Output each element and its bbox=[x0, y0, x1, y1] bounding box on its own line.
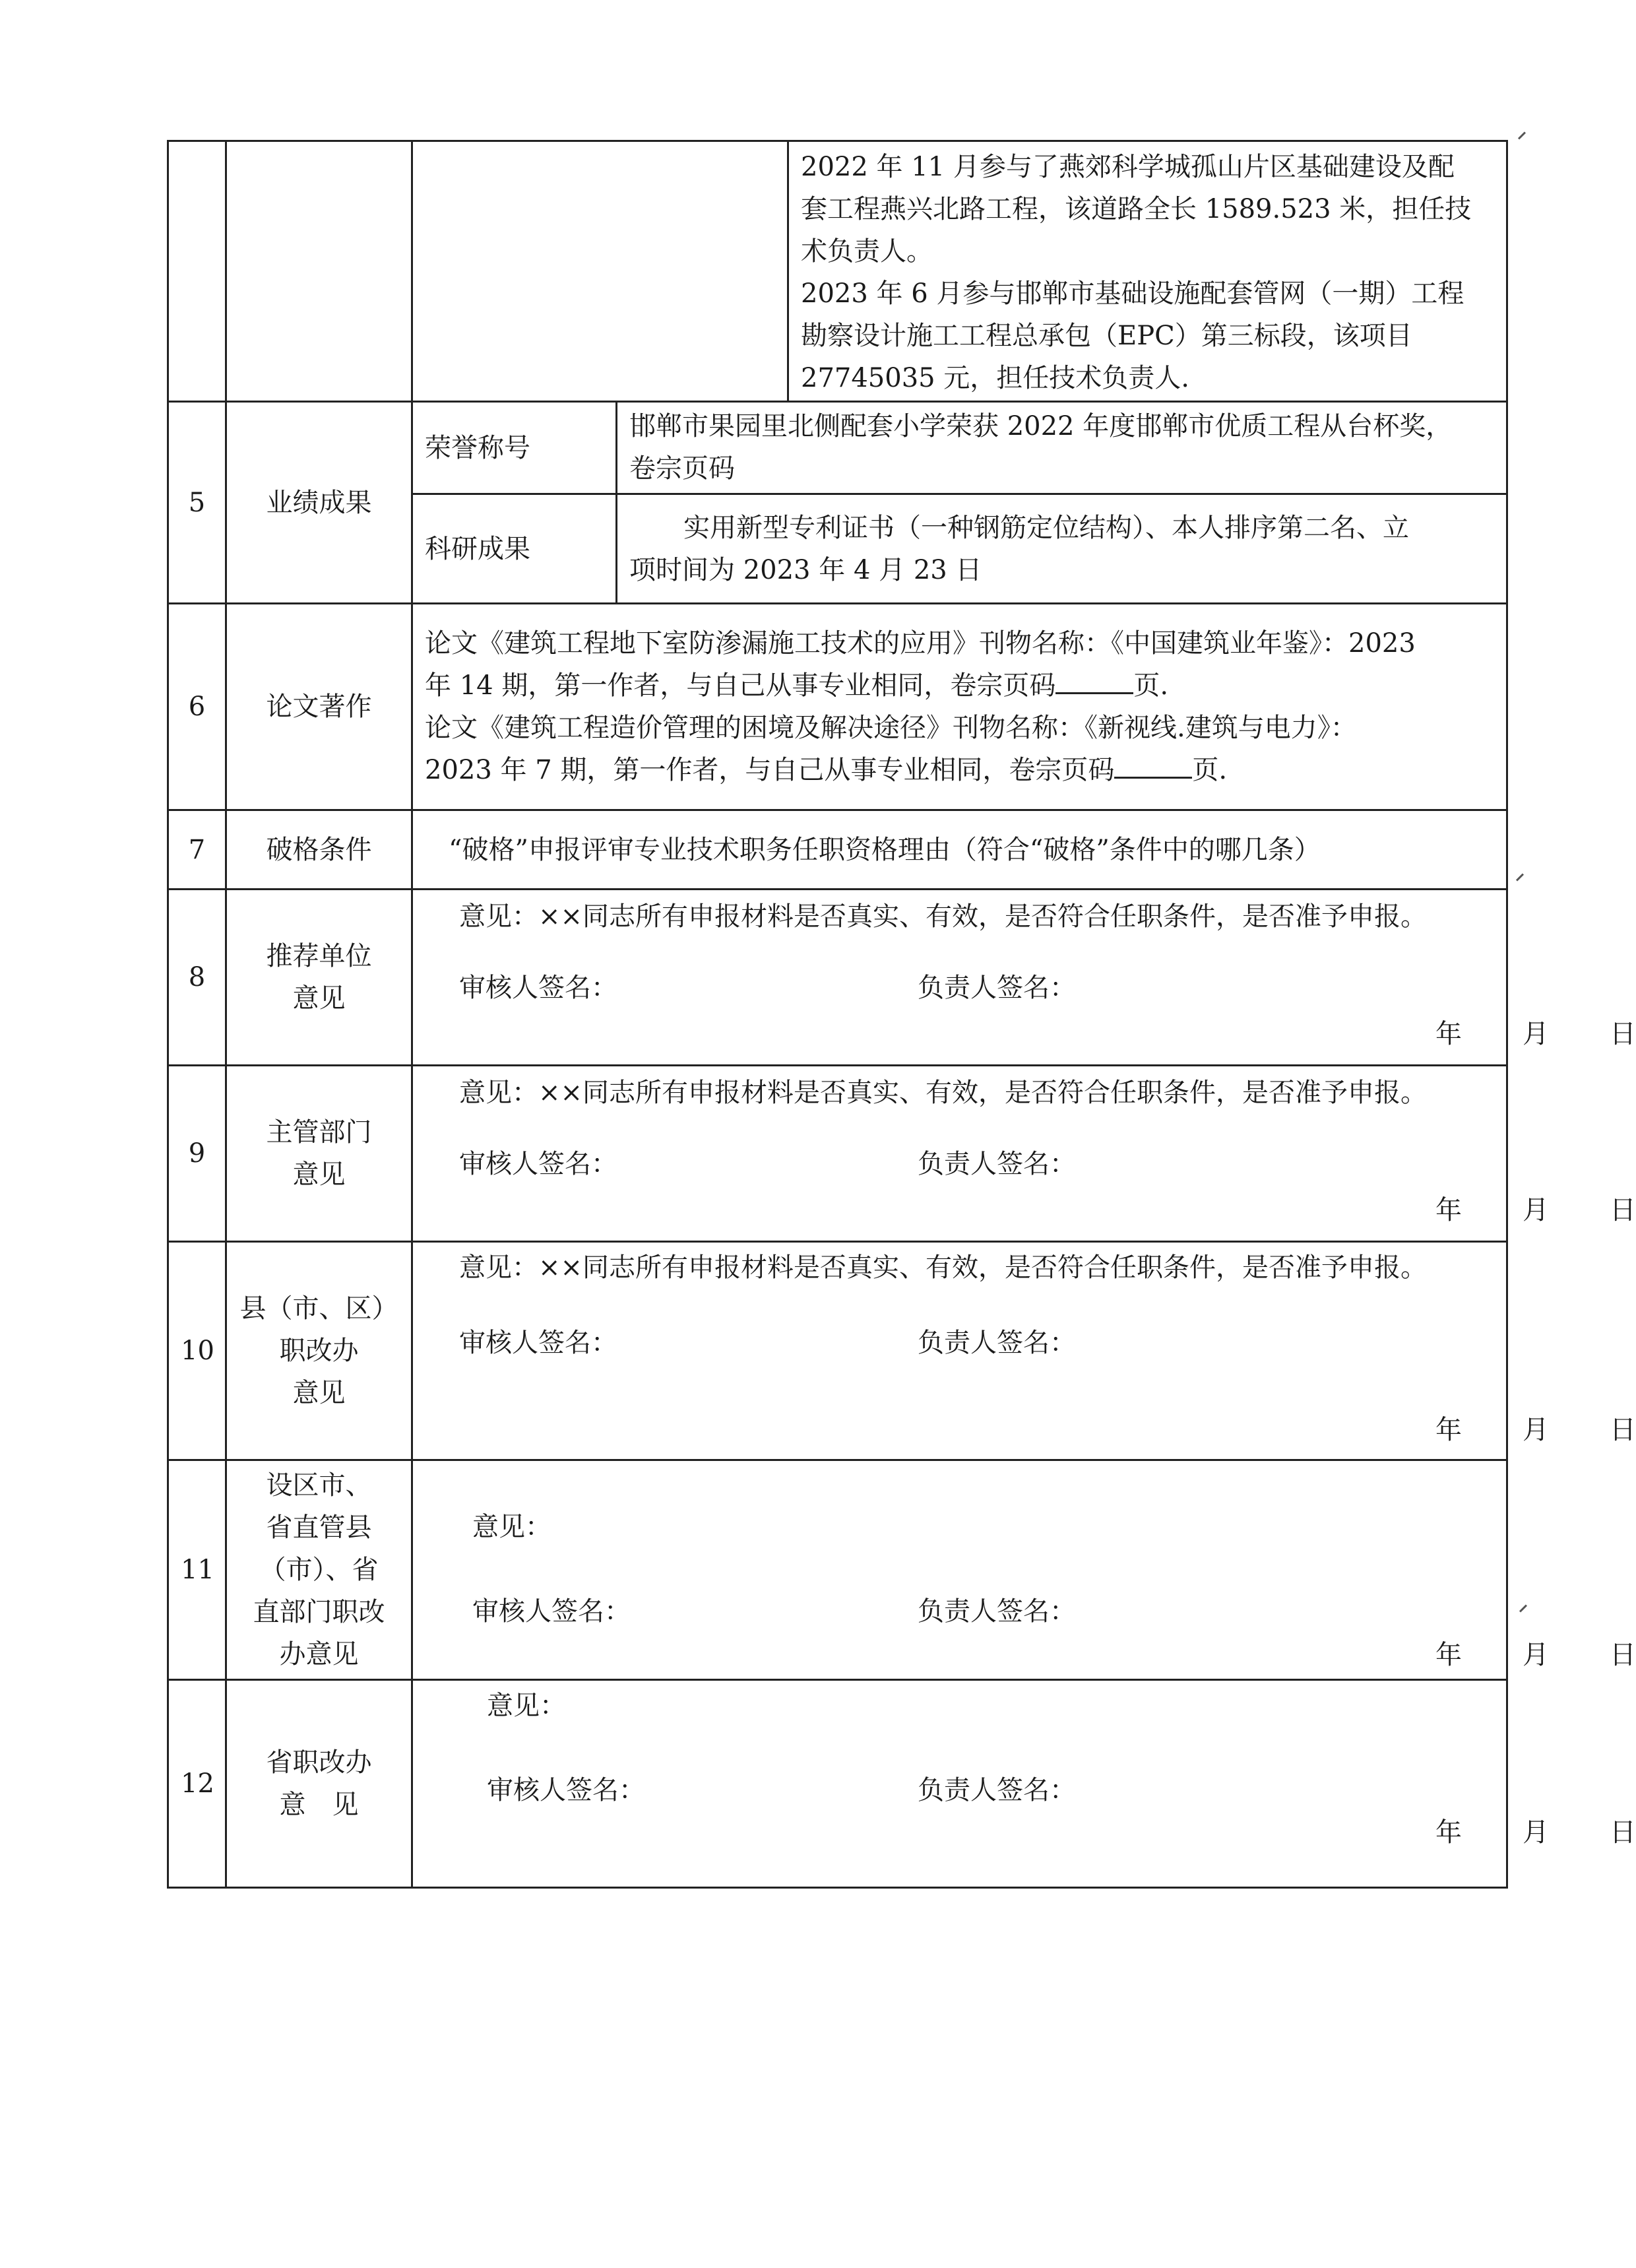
category-line: 意见 bbox=[292, 1159, 346, 1190]
category-cell: 论文著作 bbox=[226, 604, 412, 810]
row-number-cell: 11 bbox=[168, 1460, 226, 1680]
reviewer-signature-label: 审核人签名： bbox=[472, 1596, 631, 1627]
leader-signature-label: 负责人签名： bbox=[918, 1596, 1076, 1627]
text-line: 套工程燕兴北路工程，该道路全长 1589.523 米，担任技 bbox=[801, 194, 1472, 224]
year-label: 年 bbox=[1435, 1019, 1462, 1049]
category-cell bbox=[226, 1242, 412, 1460]
row-number-cell: 9 bbox=[168, 1066, 226, 1242]
table-row-10-county-office bbox=[168, 1242, 1507, 1460]
category-line: 县（市、区） bbox=[239, 1293, 398, 1324]
text-line: 论文《建筑工程地下室防渗漏施工技术的应用》刊物名称：《中国建筑业年鉴》：2023 bbox=[425, 628, 1416, 659]
category-line: 设区市、 bbox=[266, 1470, 372, 1501]
row-number-cell: 7 bbox=[168, 810, 226, 890]
month-label: 月 bbox=[1523, 1415, 1549, 1445]
reviewer-signature-label: 审核人签名： bbox=[459, 1328, 617, 1358]
row-number-cell: 5 bbox=[168, 402, 226, 604]
month-label: 月 bbox=[1523, 1019, 1549, 1049]
research-content-cell bbox=[617, 494, 1507, 604]
row-number-cell: 12 bbox=[168, 1680, 226, 1888]
year-label: 年 bbox=[1435, 1195, 1462, 1225]
month-label: 月 bbox=[1523, 1195, 1549, 1225]
category-line: 省职改办 bbox=[266, 1747, 372, 1778]
category-cell bbox=[226, 1680, 412, 1888]
leader-signature-label: 负责人签名： bbox=[918, 1328, 1076, 1358]
opinion-text: 意见：××同志所有申报材料是否真实、有效，是否符合任职条件，是否准予申报。 bbox=[459, 1252, 1428, 1283]
category-line: 省直管县 bbox=[266, 1512, 372, 1543]
table-row-7-exception bbox=[168, 810, 1507, 890]
month-label: 月 bbox=[1523, 1640, 1549, 1670]
text-fragment: 年 14 期，第一作者，与自己从事专业相同，卷宗页码 bbox=[425, 670, 1056, 701]
text-line: 论文《建筑工程造价管理的困境及解决途径》刊物名称：《新视线.建筑与电力》： bbox=[425, 713, 1357, 743]
scan-mark bbox=[1519, 1604, 1527, 1612]
opinion-text: 意见： bbox=[487, 1691, 566, 1721]
fill-in-blank bbox=[1055, 666, 1133, 694]
text-line bbox=[425, 664, 1494, 707]
category-line: 职改办 bbox=[279, 1336, 359, 1366]
day-label: 日 bbox=[1610, 1195, 1636, 1225]
date-line bbox=[1435, 1634, 1636, 1676]
table-row-8-recommending-unit bbox=[168, 890, 1507, 1066]
day-label: 日 bbox=[1610, 1640, 1636, 1670]
year-label: 年 bbox=[1435, 1817, 1462, 1848]
category-line: 意见 bbox=[292, 1378, 346, 1408]
row-number-cell bbox=[168, 141, 226, 402]
empty-cell bbox=[412, 141, 788, 402]
opinion-text: 意见： bbox=[472, 1512, 551, 1542]
day-label: 日 bbox=[1610, 1019, 1636, 1049]
scan-mark bbox=[1516, 873, 1524, 881]
table-row-4-continued bbox=[168, 141, 1507, 402]
text-fragment: 2023 年 7 期，第一作者，与自己从事专业相同，卷宗页码 bbox=[425, 755, 1115, 785]
text-line: 卷宗页码 bbox=[629, 453, 735, 484]
opinion-cell bbox=[412, 1242, 1636, 1460]
category-line: 办意见 bbox=[279, 1639, 359, 1669]
date-line bbox=[1435, 1189, 1636, 1231]
date-line bbox=[1435, 1013, 1636, 1055]
text-line: 项时间为 2023 年 4 月 23 日 bbox=[629, 554, 982, 585]
text-fragment: 页. bbox=[1133, 670, 1169, 701]
category-cell: 业绩成果 bbox=[226, 402, 412, 604]
year-label: 年 bbox=[1435, 1640, 1462, 1670]
research-label-cell: 科研成果 bbox=[412, 494, 617, 604]
papers-content-cell bbox=[412, 604, 1507, 810]
honor-content-cell bbox=[617, 402, 1507, 494]
text-line: 勘察设计施工工程总承包（EPC）第三标段，该项目 bbox=[801, 321, 1412, 351]
text-line: 27745035 元，担任技术负责人. bbox=[801, 363, 1190, 393]
day-label: 日 bbox=[1610, 1817, 1636, 1848]
table-row-5-honor bbox=[168, 402, 1507, 494]
opinion-cell bbox=[412, 890, 1636, 1066]
text-line: 2023 年 6 月参与邯郸市基础设施配套管网（一期）工程 bbox=[801, 278, 1464, 309]
row-number-cell: 8 bbox=[168, 890, 226, 1066]
category-cell bbox=[226, 141, 412, 402]
text-line: 术负责人。 bbox=[801, 236, 933, 267]
text-line: 邯郸市果园里北侧配套小学荣获 2022 年度邯郸市优质工程从台杯奖， bbox=[629, 411, 1453, 441]
opinion-cell bbox=[412, 1680, 1636, 1888]
reviewer-signature-label: 审核人签名： bbox=[459, 1149, 617, 1179]
qualification-form-table bbox=[167, 140, 1636, 1889]
reviewer-signature-label: 审核人签名： bbox=[487, 1775, 645, 1805]
opinion-text: 意见：××同志所有申报材料是否真实、有效，是否符合任职条件，是否准予申报。 bbox=[459, 1078, 1428, 1108]
category-line: 意 见 bbox=[279, 1790, 359, 1820]
scan-mark bbox=[1518, 131, 1526, 139]
category-line: （市）、省 bbox=[259, 1555, 379, 1585]
reviewer-signature-label: 审核人签名： bbox=[459, 973, 617, 1003]
category-line: 主管部门 bbox=[266, 1117, 372, 1148]
exception-reason-cell: “破格”申报评审专业技术职务任职资格理由（符合“破格”条件中的哪几条） bbox=[412, 810, 1507, 890]
month-label: 月 bbox=[1523, 1817, 1549, 1848]
row-number-cell: 10 bbox=[168, 1242, 226, 1460]
project-experience-cell bbox=[788, 141, 1507, 402]
category-cell bbox=[226, 1066, 412, 1242]
opinion-cell bbox=[412, 1460, 1636, 1680]
text-line: 实用新型专利证书（一种钢筋定位结构）、本人排序第二名、立 bbox=[683, 512, 1409, 543]
row-number-cell: 6 bbox=[168, 604, 226, 810]
category-cell bbox=[226, 1460, 412, 1680]
table-row-9-supervising-dept bbox=[168, 1066, 1507, 1242]
category-line: 意见 bbox=[292, 983, 346, 1014]
text-line: 2022 年 11 月参与了燕郊科学城孤山片区基础建设及配 bbox=[801, 152, 1455, 182]
category-cell bbox=[226, 890, 412, 1066]
table-row-6-papers bbox=[168, 604, 1507, 810]
date-line bbox=[1435, 1409, 1636, 1451]
text-line bbox=[425, 749, 1494, 791]
date-line bbox=[1435, 1811, 1636, 1854]
opinion-cell bbox=[412, 1066, 1636, 1242]
table-row-11-city-office bbox=[168, 1460, 1507, 1680]
day-label: 日 bbox=[1610, 1415, 1636, 1445]
honor-label-cell: 荣誉称号 bbox=[412, 402, 617, 494]
category-line: 推荐单位 bbox=[266, 941, 372, 971]
category-cell: 破格条件 bbox=[226, 810, 412, 890]
year-label: 年 bbox=[1435, 1415, 1462, 1445]
leader-signature-label: 负责人签名： bbox=[918, 1775, 1076, 1805]
table-row-12-province-office bbox=[168, 1680, 1507, 1888]
opinion-text: 意见：××同志所有申报材料是否真实、有效，是否符合任职条件，是否准予申报。 bbox=[459, 901, 1428, 932]
leader-signature-label: 负责人签名： bbox=[918, 973, 1076, 1003]
category-line: 直部门职改 bbox=[253, 1597, 385, 1627]
fill-in-blank bbox=[1114, 750, 1192, 779]
leader-signature-label: 负责人签名： bbox=[918, 1149, 1076, 1179]
text-fragment: 页. bbox=[1192, 755, 1228, 785]
